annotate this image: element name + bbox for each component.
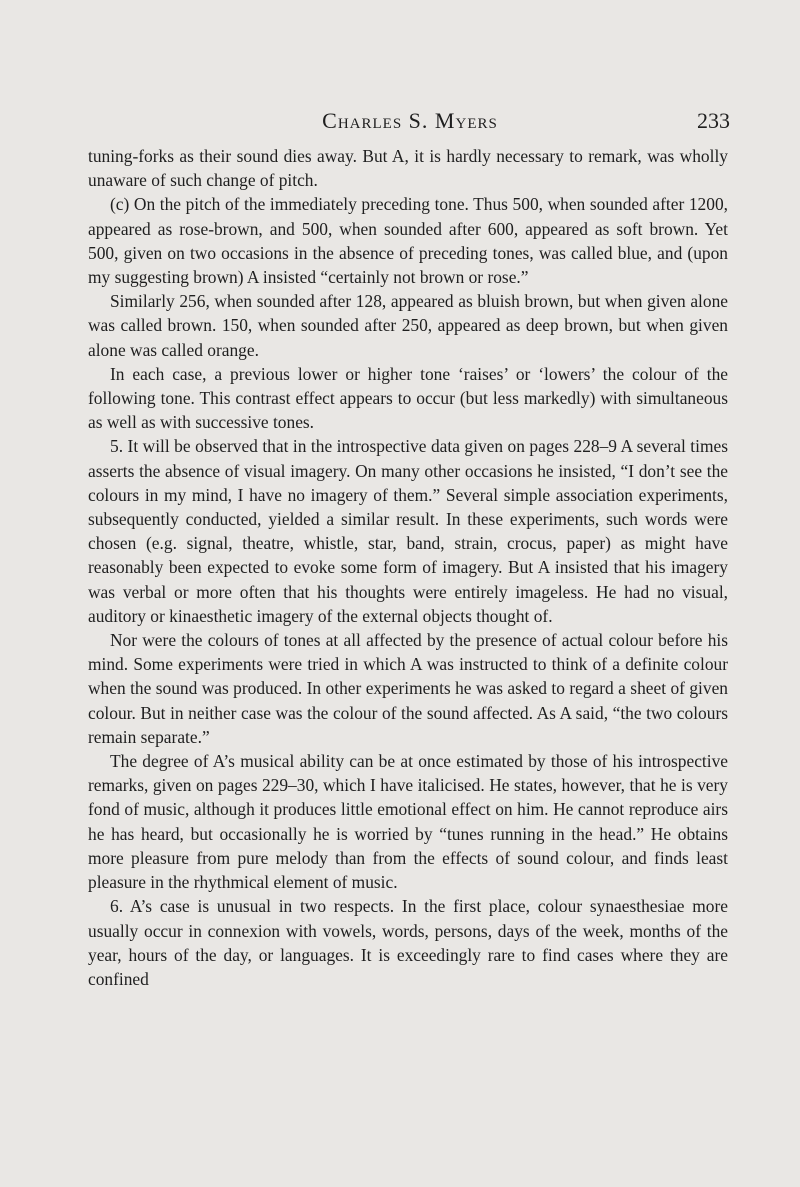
paragraph: The degree of A’s musical ability can be at once estimated by those of his introspective remarks, given on pages 229–30, which I have italicised. He states, however, that he is very fond of music, although it produces little emotional effect on him. He cannot reproduce airs he has heard, but occasionally he is worried by “tunes running in the head.” He obtains more pleasure from pure melody than from the effects of sound colour, and finds least pleasure in the rhythmical element of music. [88,751,728,893]
paragraph: 6. A’s case is unusual in two respects. In the first place, colour synaesthesiae more usually occur in connexion with vowels, words, persons, days of the week, months of the year, hours of the day, or languages. It is exceedingly rare to find cases where they are confined [88,896,728,989]
paragraph: (c) On the pitch of the immediately preceding tone. Thus 500, when sounded after 1200, appeared as rose-brown, and 500, when sounded after 600, appeared as soft brown. Yet 500, given on two occasions in the absence of preceding tones, was called blue, and (upon my suggesting brown) A insisted “certainly not brown or rose.” [88,194,728,288]
paragraph: Nor were the colours of tones at all affected by the presence of actual colour before his mind. Some experiments were tried in which A was instructed to think of a definite colour when the sound was produced. In other experiments he was asked to regard a sheet of given colour. But in neither case was the colour of the sound affected. As A said, “the two colours remain separate.” [88,630,728,747]
running-head: Charles S. Myers [322,108,498,133]
paragraph: 5. It will be observed that in the introspective data given on pages 228–9 A several times asserts the absence of visual imagery. On many other occasions he insisted, “I don’t see the colours in my mind, I have no imagery of them.” Several simple association experiments, subsequently conducted, yielded a similar result. In these experiments, such words were chosen (e.g. signal, theatre, whistle, star, band, strain, crocus, paper) as might have reasonably been expected to evoke some form of imagery. But A insisted that his imagery was verbal or more often that his thoughts were entirely imageless. He had no visual, auditory or kinaesthetic imagery of the external objects thought of. [88,436,728,626]
body-text [88,144,728,991]
paragraph: In each case, a previous lower or higher tone ‘raises’ or ‘lowers’ the colour of the following tone. This contrast effect appears to occur (but less markedly) with simultaneous as well as with successive tones. [88,363,728,433]
page-header [90,108,730,142]
page-number: 233 [697,108,730,133]
paragraph: tuning-forks as their sound dies away. But A, it is hardly necessary to remark, was wholly unaware of such change of pitch. [88,146,728,191]
paragraph: Similarly 256, when sounded after 128, appeared as bluish brown, but when given alone was called brown. 150, when sounded after 250, appeared as deep brown, but when given alone was called orange. [88,291,728,360]
